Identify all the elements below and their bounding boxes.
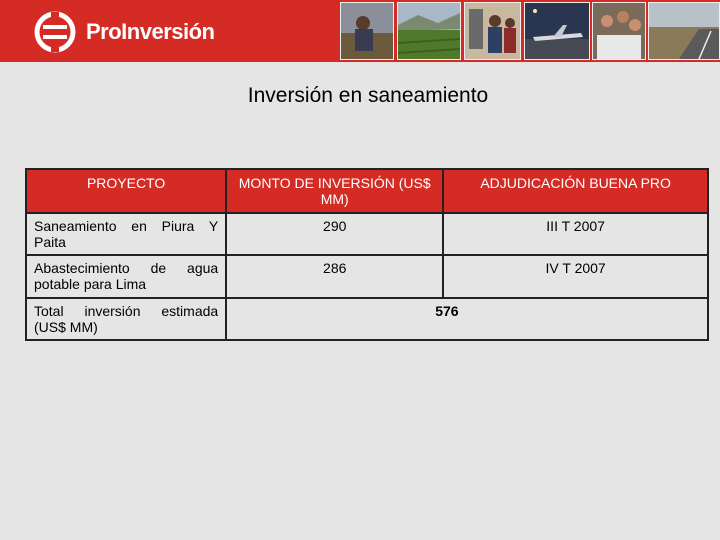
worker-photo [340, 2, 394, 60]
table-header-row [26, 169, 708, 213]
header-monto: MONTO DE INVERSIÓN (US$ MM) [226, 169, 443, 213]
table-row [26, 213, 708, 255]
cell-proyecto: Saneamiento en Piura Y Paita [26, 213, 226, 255]
investment-table [25, 168, 709, 341]
group-photo [592, 2, 646, 60]
field-photo [397, 2, 461, 60]
brand-name: ProInversión [86, 19, 215, 44]
page-title: Inversión en saneamiento [247, 84, 489, 107]
total-label: Total inversión estimada (US$ MM) [26, 298, 226, 340]
header-proyecto: PROYECTO [26, 169, 226, 213]
cell-adjudicacion: III T 2007 [443, 213, 708, 255]
header-bar [0, 0, 720, 62]
proinversion-logo-icon [33, 10, 77, 54]
people-photo [464, 2, 521, 60]
cell-monto: 286 [226, 255, 443, 298]
cell-proyecto: Abastecimiento de agua potable para Lima [26, 255, 226, 298]
cell-adjudicacion: IV T 2007 [443, 255, 708, 298]
airport-photo [524, 2, 590, 60]
table-row [26, 255, 708, 298]
header-adjudicacion: ADJUDICACIÓN BUENA PRO [443, 169, 708, 213]
road-photo [648, 2, 720, 60]
table-total-row [26, 298, 708, 340]
cell-monto: 290 [226, 213, 443, 255]
total-value: 576 [226, 298, 708, 340]
